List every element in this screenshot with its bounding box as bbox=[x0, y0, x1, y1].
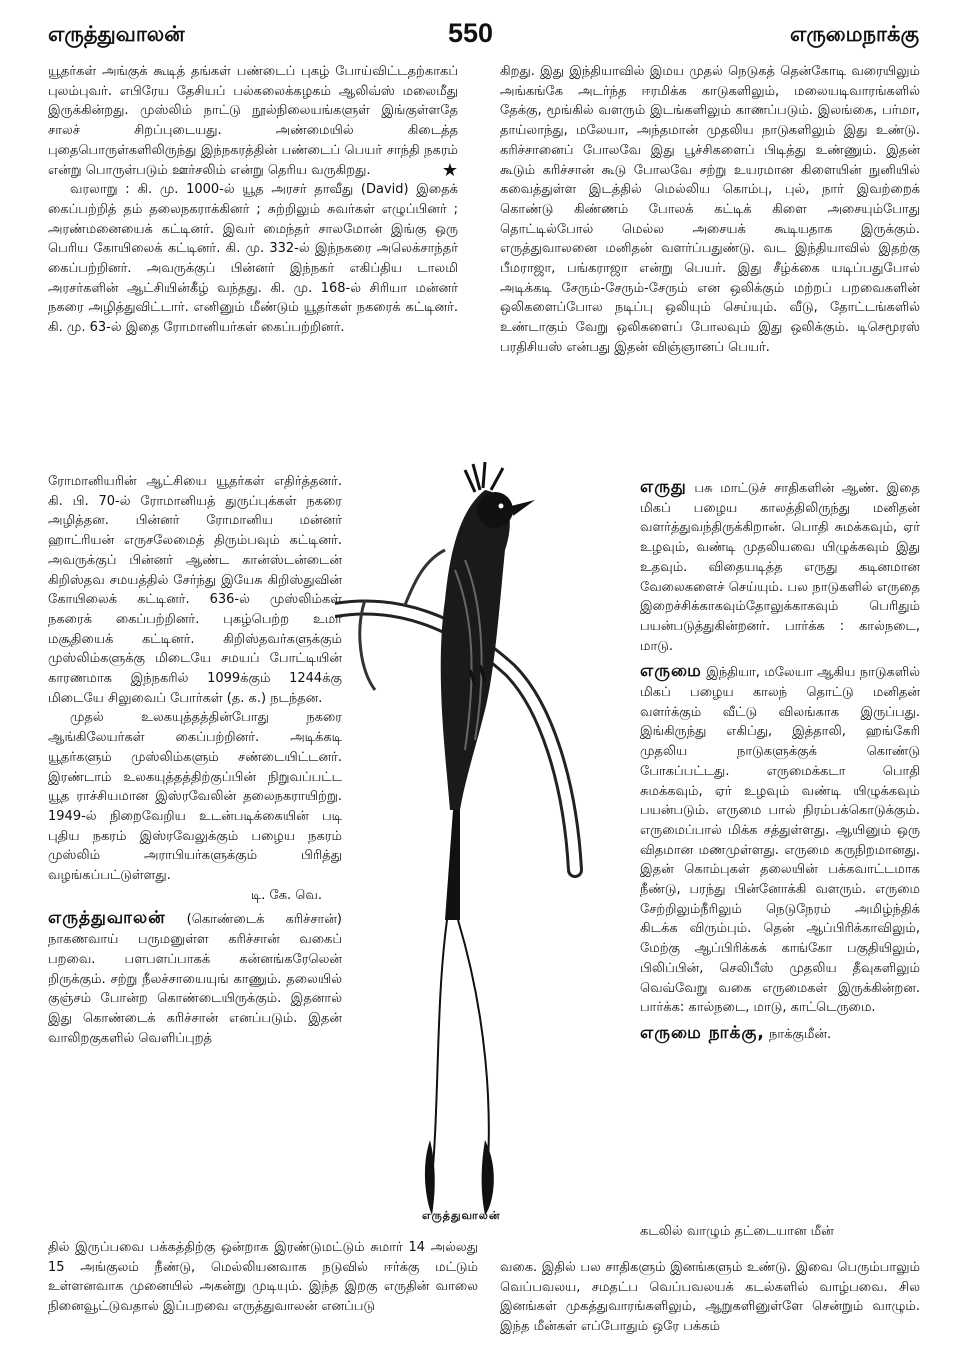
left-column-top bbox=[48, 62, 458, 338]
racket-tailed-drongo-illustration bbox=[335, 450, 585, 1220]
entry-erutthuvaalan: எருத்துவாலன் (கொண்டைக் கரிச்சான்) நாகணவாய் பருமனுள்ள கரிச்சான் வகைப் பறவை. பளபளப்பாகக் கன்னங்கரேலென் றிருக்கும். சற்று நீலச்சாயையுங் காணும். தலையில் குஞ்சம் போன்ற கொண்டையிருக்கும். இதனால் இது கொண்டைக் கரிச்சான் எனப்படும். இதன் வாலிறகுகளில் வெளிப்புறத் bbox=[48, 908, 342, 1046]
figure-caption: எருத்துவாலன் bbox=[422, 1209, 501, 1222]
paragraph: ரோமானியரின் ஆட்சியை யூதர்கள் எதிர்த்தனர். கி. பி. 70-ல் ரோமானியத் துருப்புக்கள் நகரை அழித்தன. பின்னர் ரோமானிய மன்னர் ஹாட்ரியன் எருசலேமைத் திரும்பவும் கட்டினர். அவருக்குப் பின்னர் ஆண்ட கான்ஸ்டன்டைன் கிறிஸ்தவ சமயத்தில் சேர்ந்து இயேசு கிறிஸ்துவின் கோயிலைக் கட்டினர். 636-ல் முஸ்லிம்கள் நகரைக் கைப்பற்றினர். புகழ்பெற்ற உமர் மசூதியைக் கட்டினர். கிறிஸ்தவர்களுக்கும் முஸ்லிம்களுக்கு மிடையே சமயப் போட்டியின் காரணமாக இந்நகரில் 1099க்கும் 1244க்கு மிடையே சிலுவைப் போர்கள் (த. க.) நடந்தன. bbox=[48, 474, 342, 706]
entry-heading: எருமை bbox=[640, 661, 702, 682]
entry-heading: எருது bbox=[640, 477, 687, 497]
author-signature: டி. கே. வெ. bbox=[250, 887, 322, 903]
entry-heading: எருமை நாக்கு, bbox=[640, 1022, 765, 1043]
running-head-left: எருத்துவாலன் bbox=[48, 22, 185, 46]
entry-erumai: எருமை இந்தியா, மலேயா ஆகிய நாடுகளில் மிகப் பழைய காலந் தொட்டு மனிதன் வளர்க்கும் வீட்டு விலங்காக இருப்பது. இங்கிருந்து எகிப்து, இத்தாலி, ஹங்கேரி முதலிய நாடுகளுக்குக் கொண்டு போகப்பட்டது. எருமைக்கடா பொதி சுமக்கவும், ஏர் உழவும் வண்டி யிழுக்கவும் பயன்படும். எருமை பால் நிரம்பக்கொடுக்கும். எருமைப்பால் மிக்க சத்துள்ளது. ஆயினும் ஒரு விதமான மணமுள்ளது. எருமை கருநிறமானது. இதன் கொம்புகள் தலையின் பக்கவாட்டமாக நீண்டு, பரந்து பின்னோக்கி வளரும். எருமை சேற்றிலும்நீரிலும் நெடுநேரம் அமிழ்ந்திக் கிடக்க விரும்பும். தென் ஆப்பிரிக்காவிலும், மேற்கு ஆப்பிரிக்கக் காங்கோ பகுதியிலும், பிலிப்பின், செலிபீஸ் முதலிய தீவுகளிலும் வெவ்வேறு வகை எருமைகள் இருக்கின்றன. பார்க்க: கால்நடை, மாடு, காட்டெருமை. bbox=[640, 661, 920, 1016]
left-column-narrow bbox=[48, 472, 342, 1048]
entry-heading: எருத்துவாலன் bbox=[48, 908, 166, 929]
page-header bbox=[0, 18, 967, 58]
paragraph: முதல் உலகயுத்தத்தின்போது நகரை ஆங்கிலேயர்கள் கைப்பற்றினர். அடிக்கடி யூதர்களும் முஸ்லிம்களும் சண்டையிட்டனர். இரண்டாம் உலகயுத்தத்திற்குப்பின் நிறுவப்பட்ட யூத ராச்சியமான இஸ்ரவேலின் தலைநகராயிற்று. 1949-ல் நிறைவேறிய உடன்படிக்கையின் படி புதிய நகரம் இஸ்ரவேலுக்கும் பழைய நகரம் முஸ்லிம் அராபியர்களுக்கும் பிரித்து வழங்கப்பட்டுள்ளது. bbox=[48, 710, 342, 884]
bottom-left-text: தில் இருப்பவை பக்கத்திற்கு ஒன்றாக இரண்டுமட்டும் சுமார் 14 அல்லது 15 அங்குலம் நீண்டு, மெல்லியனவாக நடுவில் ஈர்க்கு மட்டும் உள்ளனவாக முனையில் அகன்று முடியும். இந்த இறகு எருதின் வாலை நினைவூட்டுவதால் இப்பறவை எருத்துவாலன் எனப்படு bbox=[48, 1240, 478, 1315]
paragraph: யூதர்கள் அங்குக் கூடித் தங்கள் பண்டைப் புகழ் போய்விட்டதற்காகப் புலம்புவர். எபிரேய தேசியப் பல்கலைக்கழகம் ஆலிவ்ஸ் மலைமீது இருக்கின்றது. முஸ்லிம் நாட்டு நூல்நிலையங்களுள் இங்குள்ளதே சாலச் சிறப்புடையது. அண்மையில் கிடைத்த புதைபொருள்களிலிருந்து இந்நகரத்தின் பண்டைப் பெயர் சாந்தி நகரம் என்று பொருள்படும் ஊர்சலிம் என்று தெரிய வருகிறது. ★ bbox=[48, 64, 458, 181]
page-number: 550 bbox=[448, 18, 494, 48]
paragraph: கிறது. இது இந்தியாவில் இமய முதல் நெடுகத் தென்கோடி வரையிலும் அங்கங்கே அடர்ந்த ஈரமிக்க காடுகளிலும், மலையடிவாரங்களில் தேக்கு, மூங்கில் வளரும் இடங்களிலும் காணப்படும். இலங்கை, பர்மா, தாய்லாந்து, மலேயா, அந்தமான் முதலிய நாடுகளிலும் இது உண்டு. கரிச்சானைப் போலவே இது பூச்சிகளைப் பிடித்து உண்ணும். இதன் கூடும் கரிச்சான் கூடு போலவே சற்று உயரமான கிளையின் நுனியில் கவைத்துள்ள இடத்தில் மெல்லிய கொம்பு, புல், நார் இவற்றைக் கொண்டு கிண்ணம் போலக் கட்டிக் கிளை அசையும்போது தொட்டில்போல் மெல்ல அசையக் கூடியதாக இருக்கும். எருத்துவாலனை மனிதன் வளர்ப்பதுண்டு. வட இந்தியாவில் இதற்கு பீமராஜா, பங்கராஜா என்று பெயர். இது சீழ்க்கை யடிப்பதுபோல் அடிக்கடி சேரும்-சேரும்-சேரும் என ஒலிக்கும் மற்றப் பறவைகளின் ஒலிகளைப்போல நடிப்பு ஒலியும் செய்யும். வீடு, தோட்டங்களில் உண்டாகும் வேறு ஒலிகளைப் போலவும் இது ஒலிக்கும். டிசெமூரஸ் பரதிசியஸ் என்பது இதன் விஞ்ஞானப் பெயர். bbox=[500, 64, 920, 355]
running-head-right: எருமைநாக்கு bbox=[789, 22, 919, 46]
history-paragraph: வரலாறு : கி. மு. 1000-ல் யூத அரசர் தாவீது (David) இதைக் கைப்பற்றித் தம் தலைநகராக்கினர் ; சுற்றிலும் சுவர்கள் எழுப்பினர் ; அரண்மனையைக் கட்டினர். இவர் மைந்தர் சாலமோன் இங்கு ஒரு பெரிய கோயிலைக் கட்டினர். கி. மு. 332-ல் இந்நகரை அலெக்சாந்தர் கைப்பற்றினர். அவருக்குப் பின்னர் இந்நகர் எகிப்திய டாலமி அரசர்களின் ஆட்சியின்கீழ் வந்தது. கி. மு. 168-ல் சிரியா மன்னர் நகரை அழித்துவிட்டார். எனினும் மீண்டும் யூதர்கள் நகரைக் கட்டினர். கி. மு. 63-ல் இதை ரோமானியர்கள் கைப்பற்றினர். bbox=[48, 182, 458, 336]
right-column-top bbox=[500, 62, 920, 358]
nakku-line: கடலில் வாழும் தட்டையான மீன் bbox=[640, 1224, 834, 1239]
entry-erumai-nakku: எருமை நாக்கு, நாக்குமீன். bbox=[640, 1022, 832, 1043]
right-column-narrow bbox=[640, 478, 920, 1045]
bottom-right-text: வகை. இதில் பல சாதிகளும் இனங்களும் உண்டு. இவை பெரும்பாலும் வெப்பவலய, சமதட்ப வெப்பவலயக் கடல்களில் வாழ்பவை. சில இனங்கள் முகத்துவாரங்களிலும், ஆறுகளினுள்ளே சென்றும் வாழும். இந்த மீன்கள் எப்போதும் ஒரே பக்கம் bbox=[500, 1260, 920, 1335]
entry-erudu: எருது பசு மாட்டுச் சாதிகளின் ஆண். இதை மிகப் பழைய காலத்திலிருந்து மனிதன் வளர்த்துவந்திருக்கிறான். பொதி சுமக்கவும், ஏர் உழவும், வண்டி முதலியவை யிழுக்கவும் இது உதவும். விதையடித்த எருது கடினமான வேலைகளைச் செய்யும். பல நாடுகளில் எருதை இறைச்சிக்காகவும்தோலுக்காகவும் பெரிதும் பயன்படுத்துகின்றனர். பார்க்க : கால்நடை, மாடு. bbox=[640, 477, 920, 654]
star-icon: ★ bbox=[441, 159, 458, 181]
